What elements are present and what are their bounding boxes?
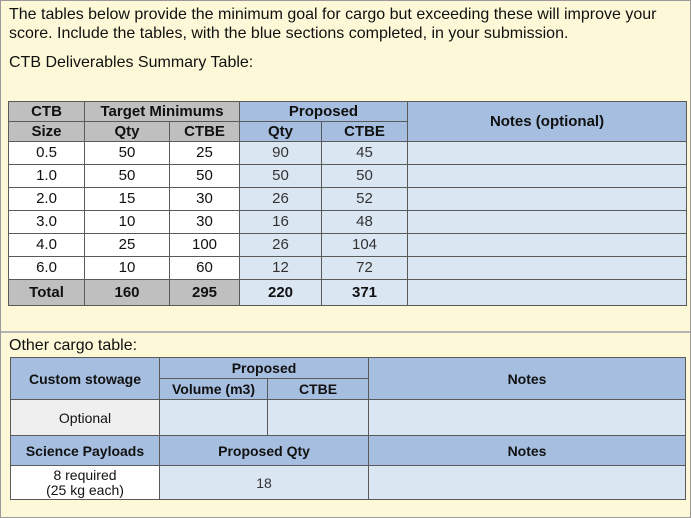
- table-row: [9, 257, 687, 280]
- total-target-qty: 160: [85, 280, 170, 306]
- proposed-ctbe-cell[interactable]: 50: [322, 165, 408, 188]
- notes-cell[interactable]: [408, 257, 687, 280]
- proposed-ctbe-cell[interactable]: 48: [322, 211, 408, 234]
- science-qty-cell[interactable]: 18: [160, 466, 369, 500]
- header-target-ctbe: CTBE: [170, 122, 240, 142]
- total-notes-cell[interactable]: [408, 280, 687, 306]
- size-cell: 4.0: [9, 234, 85, 257]
- header-target-qty: Qty: [85, 122, 170, 142]
- proposed-ctbe-cell[interactable]: 104: [322, 234, 408, 257]
- table-row: [9, 211, 687, 234]
- target-ctbe-cell: 25: [170, 142, 240, 165]
- science-notes-cell[interactable]: [369, 466, 686, 500]
- proposed-ctbe-cell[interactable]: 45: [322, 142, 408, 165]
- other-cargo-title: Other cargo table:: [9, 337, 138, 354]
- size-cell: 2.0: [9, 188, 85, 211]
- notes-cell[interactable]: [408, 234, 687, 257]
- required-line-2: (25 kg each): [46, 481, 124, 498]
- target-qty-cell: 50: [85, 142, 170, 165]
- other-cargo-table: [10, 357, 686, 500]
- table-row: [9, 142, 687, 165]
- required-line-1: 8 required: [53, 466, 117, 483]
- ctbe-header: CTBE: [268, 379, 369, 400]
- table-row: [9, 234, 687, 257]
- ctb-table-title: CTB Deliverables Summary Table:: [9, 54, 254, 71]
- target-qty-cell: 10: [85, 211, 170, 234]
- proposed-qty-cell[interactable]: 90: [240, 142, 322, 165]
- target-ctbe-cell: 50: [170, 165, 240, 188]
- target-ctbe-cell: 100: [170, 234, 240, 257]
- target-ctbe-cell: 60: [170, 257, 240, 280]
- size-cell: 1.0: [9, 165, 85, 188]
- optional-cell: Optional: [11, 400, 160, 436]
- size-cell: 6.0: [9, 257, 85, 280]
- volume-header: Volume (m3): [160, 379, 268, 400]
- header-target-minimums: Target Minimums: [85, 102, 240, 122]
- stowage-notes-cell[interactable]: [369, 400, 686, 436]
- header-notes: Notes (optional): [408, 102, 687, 142]
- proposed-qty-cell[interactable]: 50: [240, 165, 322, 188]
- target-ctbe-cell: 30: [170, 211, 240, 234]
- science-notes-header: Notes: [369, 436, 686, 466]
- proposed-qty-cell[interactable]: 26: [240, 234, 322, 257]
- total-proposed-ctbe[interactable]: 371: [322, 280, 408, 306]
- proposed-ctbe-cell[interactable]: 52: [322, 188, 408, 211]
- header-proposed: Proposed: [240, 102, 408, 122]
- intro-text: The tables below provide the minimum goal for cargo but exceeding these will improve your score. Include the tables, with the blue sections completed, in your submission.: [9, 6, 657, 42]
- proposed-qty-cell[interactable]: 26: [240, 188, 322, 211]
- header-proposed-ctbe: CTBE: [322, 122, 408, 142]
- header-ctb: CTB: [9, 102, 85, 122]
- notes-cell[interactable]: [408, 142, 687, 165]
- proposed-qty-cell[interactable]: 12: [240, 257, 322, 280]
- target-qty-cell: 50: [85, 165, 170, 188]
- table-row: [9, 188, 687, 211]
- proposed-header: Proposed: [160, 358, 369, 379]
- header-proposed-qty: Qty: [240, 122, 322, 142]
- other-cargo-section: [1, 333, 690, 517]
- ctb-section: [1, 1, 690, 333]
- target-qty-cell: 25: [85, 234, 170, 257]
- ctbe-input-cell[interactable]: [268, 400, 369, 436]
- target-qty-cell: 15: [85, 188, 170, 211]
- table-row: [9, 165, 687, 188]
- proposed-ctbe-cell[interactable]: 72: [322, 257, 408, 280]
- target-qty-cell: 10: [85, 257, 170, 280]
- total-label: Total: [9, 280, 85, 306]
- ctb-deliverables-table: [8, 101, 687, 306]
- proposed-qty-cell[interactable]: 16: [240, 211, 322, 234]
- target-ctbe-cell: 30: [170, 188, 240, 211]
- custom-stowage-header: Custom stowage: [11, 358, 160, 400]
- notes-cell[interactable]: [408, 188, 687, 211]
- volume-input-cell[interactable]: [160, 400, 268, 436]
- header-size: Size: [9, 122, 85, 142]
- size-cell: 3.0: [9, 211, 85, 234]
- total-target-ctbe: 295: [170, 280, 240, 306]
- total-proposed-qty[interactable]: 220: [240, 280, 322, 306]
- notes-header: Notes: [369, 358, 686, 400]
- proposed-qty-header: Proposed Qty: [160, 436, 369, 466]
- size-cell: 0.5: [9, 142, 85, 165]
- total-row: [9, 280, 687, 306]
- notes-cell[interactable]: [408, 165, 687, 188]
- required-cell: [11, 466, 160, 500]
- notes-cell[interactable]: [408, 211, 687, 234]
- science-payloads-header: Science Payloads: [11, 436, 160, 466]
